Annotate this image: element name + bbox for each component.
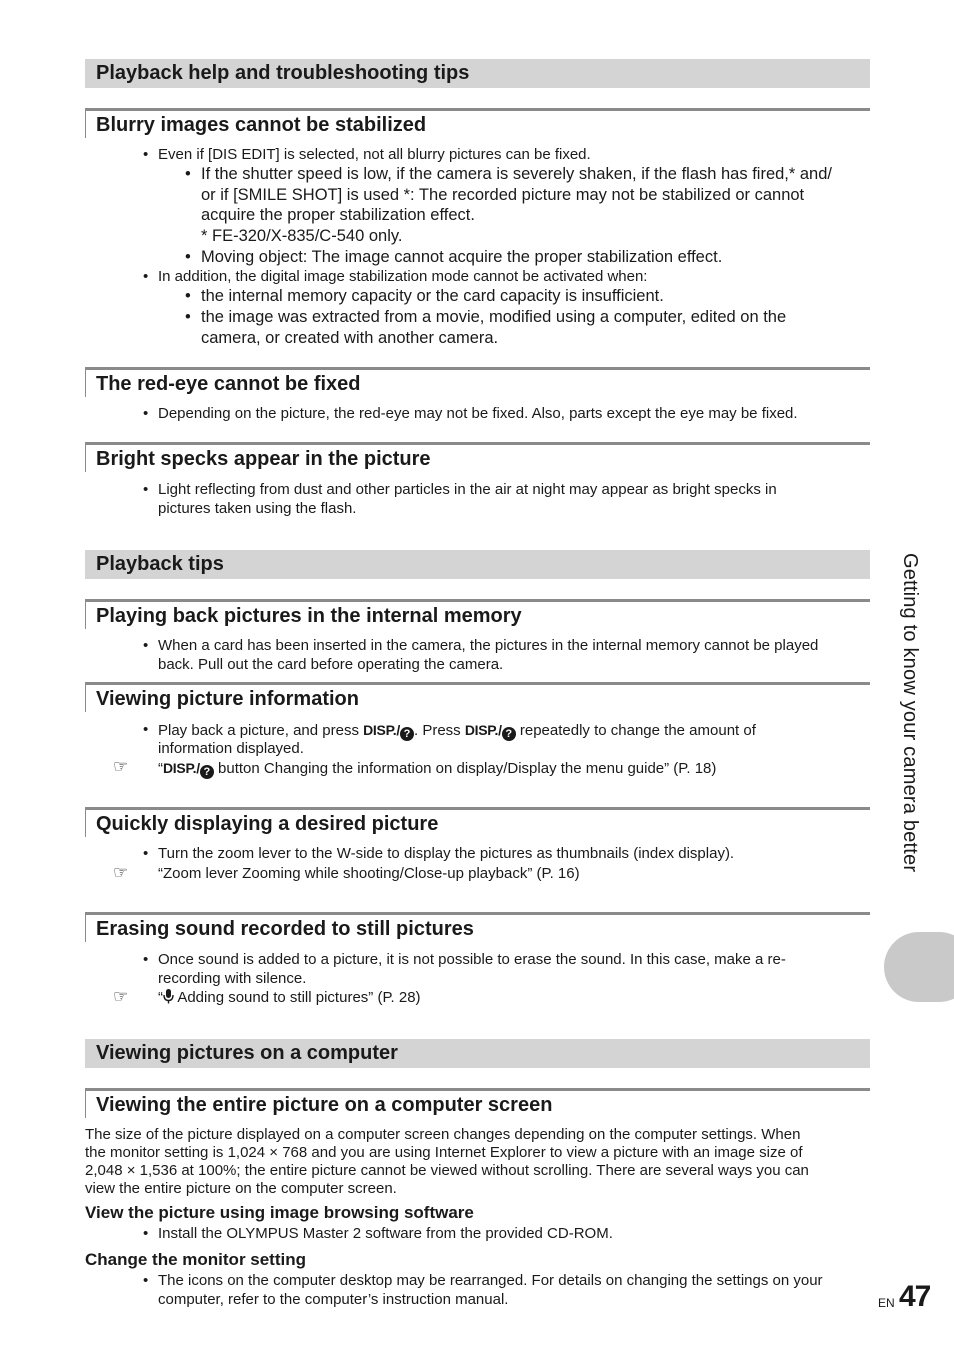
heading-specks: Bright specks appear in the picture bbox=[85, 442, 870, 472]
info-bullet-line2: information displayed. bbox=[158, 740, 304, 757]
text: repeatedly to change the amount of bbox=[519, 722, 756, 739]
quote: “ bbox=[158, 760, 163, 777]
quote: “ bbox=[158, 989, 163, 1006]
entire-paragraph-line4: view the entire picture on the computer screen. bbox=[85, 1180, 397, 1197]
heading-internal-memory: Playing back pictures in the internal memory bbox=[85, 599, 870, 629]
side-chapter-text: Getting to know your camera better bbox=[899, 553, 921, 873]
section-bar-viewing-computer: Viewing pictures on a computer bbox=[85, 1039, 870, 1068]
disp-label: DISP./ bbox=[163, 760, 200, 776]
heading-quick-display: Quickly displaying a desired picture bbox=[85, 807, 870, 837]
text: . Press bbox=[413, 722, 461, 739]
quick-bullet: • Turn the zoom lever to the W-side to display the pictures as thumbnails (index display). bbox=[158, 844, 734, 864]
heading-picture-info: Viewing picture information bbox=[85, 682, 870, 712]
entire-paragraph-line3: 2,048 × 1,536 at 100%; the entire picture cannot be viewed without scrolling. There are several ways you can bbox=[85, 1162, 809, 1179]
disp-label: DISP./ bbox=[363, 722, 400, 738]
heading-erase-sound: Erasing sound recorded to still pictures bbox=[85, 912, 870, 942]
monitor-bullet-line2: computer, refer to the computer’s instruction manual. bbox=[158, 1291, 509, 1308]
text: Adding sound to still pictures” (P. 28) bbox=[174, 989, 421, 1006]
info-bullet bbox=[158, 720, 756, 741]
erase-bullet: • Once sound is added to a picture, it is not possible to erase the sound. In this case, make a re- bbox=[158, 950, 786, 970]
side-chapter-label bbox=[893, 553, 925, 918]
question-icon: ? bbox=[200, 765, 214, 779]
pointing-hand-icon: ☞ bbox=[113, 863, 129, 882]
blurry-sub-bullet-2: • Moving object: The image cannot acquire the proper stabilization effect. bbox=[201, 247, 722, 268]
redeye-bullet: • Depending on the picture, the red-eye may not be fixed. Also, parts except the eye may be fixed. bbox=[158, 404, 798, 424]
microphone-icon bbox=[163, 989, 174, 1004]
section-bar-playback-help: Playback help and troubleshooting tips bbox=[85, 59, 870, 88]
monitor-bullet: • The icons on the computer desktop may be rearranged. For details on changing the settings on your bbox=[158, 1271, 823, 1291]
specks-bullet: • Light reflecting from dust and other particles in the air at night may appear as bright specks in bbox=[158, 480, 777, 500]
subheading-monitor-setting: Change the monitor setting bbox=[85, 1250, 306, 1269]
chapter-thumb-tab bbox=[884, 932, 954, 1002]
info-reference[interactable] bbox=[158, 758, 716, 779]
entire-paragraph-line1: The size of the picture displayed on a computer screen changes depending on the computer settings. When bbox=[85, 1126, 801, 1143]
specks-bullet-line2: pictures taken using the flash. bbox=[158, 500, 357, 517]
heading-blurry: Blurry images cannot be stabilized bbox=[85, 108, 870, 138]
section-bar-playback-tips: Playback tips bbox=[85, 550, 870, 579]
page-number: 47 bbox=[899, 1280, 931, 1313]
disp-label: DISP./ bbox=[464, 722, 502, 738]
subheading-browsing-software: View the picture using image browsing software bbox=[85, 1203, 474, 1222]
text: Play back a picture, and press bbox=[158, 722, 359, 739]
blurry-sub-bullet-3: • the internal memory capacity or the card capacity is insufficient. bbox=[201, 286, 664, 307]
blurry-bullet-2: • In addition, the digital image stabilization mode cannot be activated when: bbox=[158, 267, 647, 287]
heading-entire-picture: Viewing the entire picture on a computer screen bbox=[85, 1088, 870, 1118]
internal-bullet: • When a card has been inserted in the camera, the pictures in the internal memory cannot be played bbox=[158, 636, 818, 656]
blurry-sub-bullet-1 bbox=[201, 164, 832, 185]
blurry-sub-bullet-1-line3: acquire the proper stabilization effect. bbox=[201, 206, 475, 224]
blurry-sub-bullet-4-line2: camera, or created with another camera. bbox=[201, 329, 499, 347]
entire-paragraph-line2: the monitor setting is 1,024 × 768 and you are using Internet Explorer to view a picture with an image size of bbox=[85, 1144, 803, 1161]
browsing-bullet: • Install the OLYMPUS Master 2 software from the provided CD-ROM. bbox=[158, 1224, 613, 1244]
pointing-hand-icon: ☞ bbox=[113, 987, 129, 1006]
blurry-sub-bullet-1-line2: or if [SMILE SHOT] is used *: The recorded picture may not be stabilized or cannot bbox=[201, 186, 805, 204]
erase-bullet-line2: recording with silence. bbox=[158, 970, 307, 987]
question-icon: ? bbox=[400, 727, 414, 741]
blurry-bullet-1: • Even if [DIS EDIT] is selected, not all blurry pictures can be fixed. bbox=[158, 145, 591, 165]
heading-redeye: The red-eye cannot be fixed bbox=[85, 367, 870, 397]
pointing-hand-icon: ☞ bbox=[113, 757, 129, 776]
text: button Changing the information on display/Display the menu guide” (P. 18) bbox=[218, 760, 717, 777]
blurry-sub-bullet-4: • the image was extracted from a movie, modified using a computer, edited on the bbox=[201, 307, 786, 328]
blurry-footnote: * FE-320/X-835/C-540 only. bbox=[201, 227, 403, 245]
language-label: EN bbox=[878, 1296, 895, 1310]
quick-reference[interactable]: “Zoom lever Zooming while shooting/Close-up playback” (P. 16) bbox=[158, 865, 580, 882]
question-icon: ? bbox=[502, 727, 516, 741]
line: If the shutter speed is low, if the camera is severely shaken, if the flash has fired,* and/ bbox=[201, 165, 832, 183]
internal-bullet-line2: back. Pull out the card before operating the camera. bbox=[158, 656, 504, 673]
erase-reference[interactable] bbox=[158, 988, 421, 1008]
